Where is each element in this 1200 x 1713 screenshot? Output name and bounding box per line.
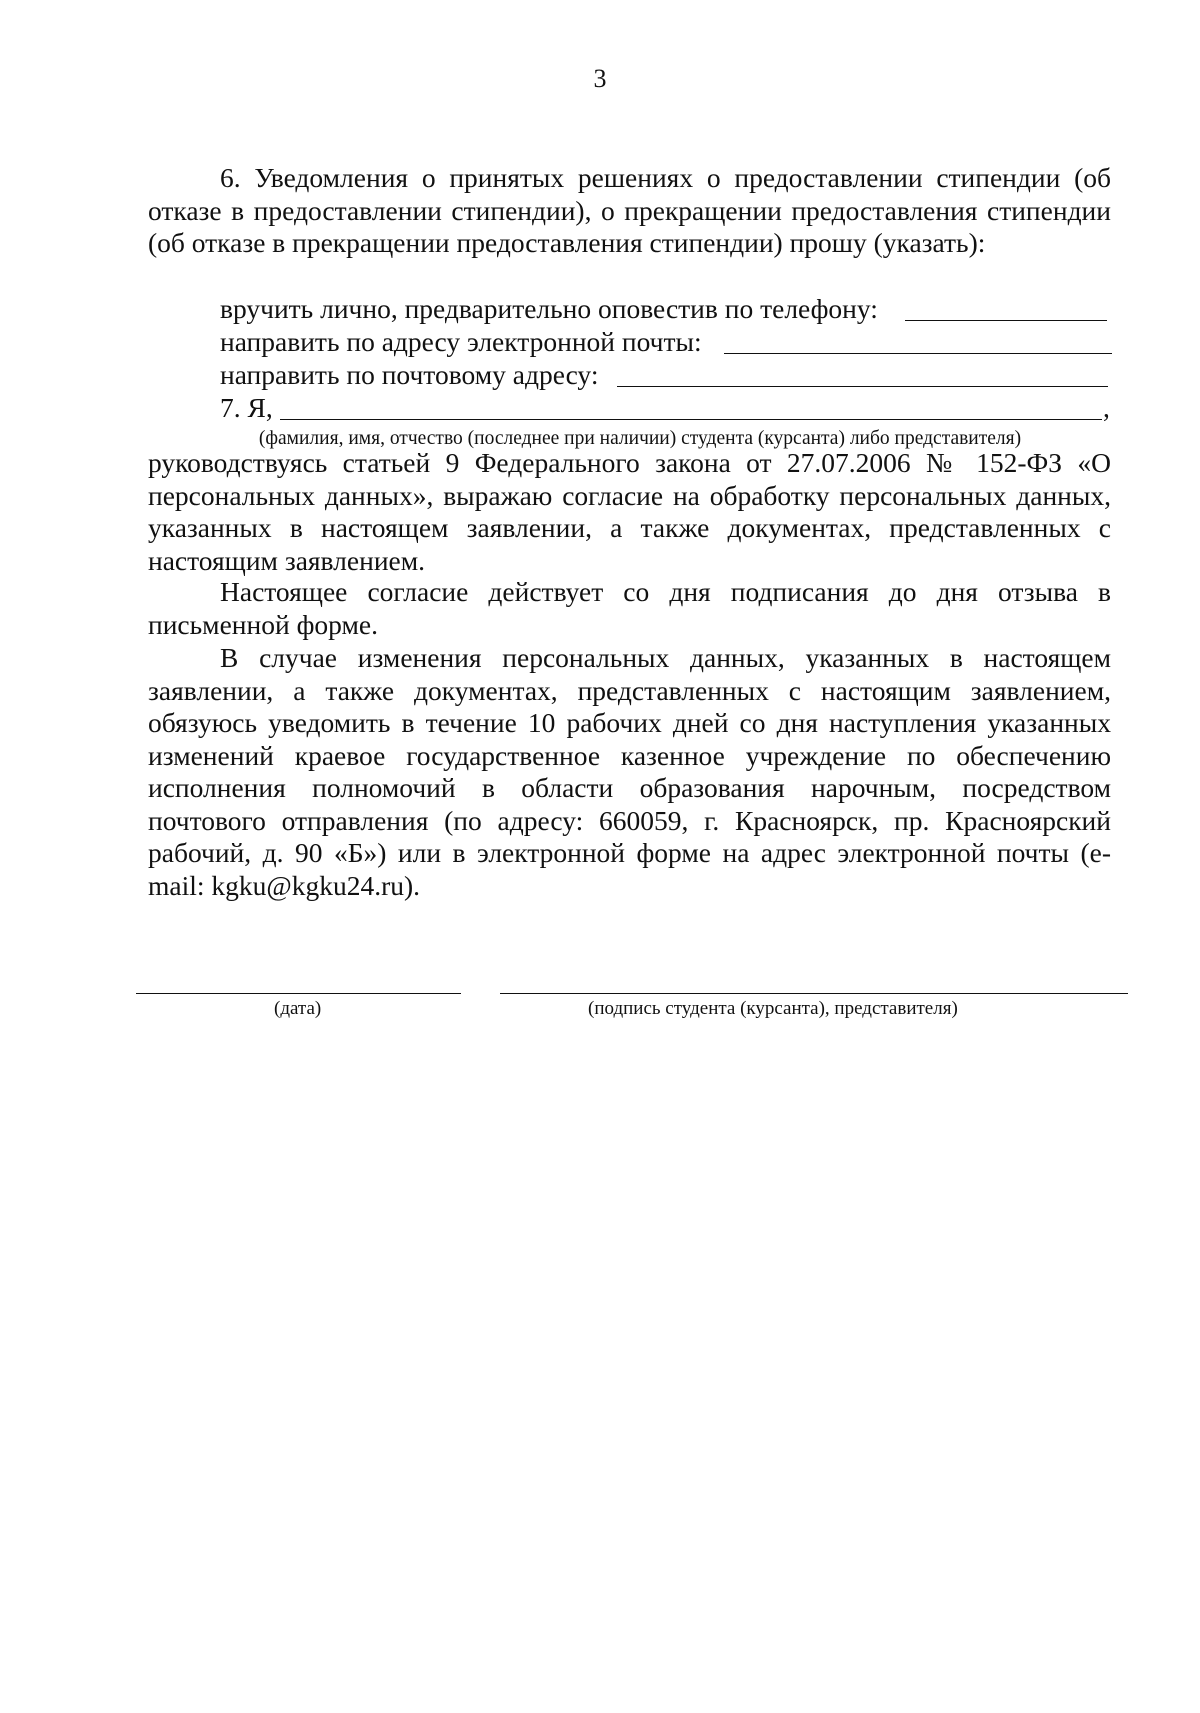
section-7-body: руководствуясь статьей 9 Федерального закона от 27.07.2006 № 152-ФЗ «О персональных данных», выражаю согласие на обработку персональных данных, указанных в настоящем заявлении, а также документах, представленных с настоящим заявлением. bbox=[148, 447, 1111, 576]
full-name-field[interactable] bbox=[280, 419, 1102, 420]
option-email-row bbox=[220, 325, 702, 358]
consent-duration-text: Настоящее согласие действует со дня подписания до дня отзыва в письменной форме. bbox=[148, 576, 1111, 640]
date-field[interactable] bbox=[136, 993, 461, 994]
option-post-row bbox=[220, 358, 598, 391]
change-notice-text: В случае изменения персональных данных, указанных в настоящем заявлении, а также документах, представленных с настоящим заявлением, обязуюсь уведомить в течение 10 рабочих дней со дня наступления указанных изменений краевое государственное казенное учреждение по обеспечению исполнения полномочий в области образования нарочным, посредством почтового отправления (по адресу: 660059, г. Красноярск, пр. Красноярский рабочий, д. 90 «Б») или в электронной форме на адрес электронной почты (e-mail: kgku@kgku24.ru). bbox=[148, 642, 1111, 901]
date-caption: (дата) bbox=[274, 998, 322, 1019]
signature-caption: (подпись студента (курсанта), представителя) bbox=[588, 998, 958, 1019]
section-7-comma: , bbox=[1103, 392, 1110, 423]
option-post-label: направить по почтовому адресу: bbox=[220, 359, 599, 390]
signature-field[interactable] bbox=[500, 993, 1128, 994]
email-field[interactable] bbox=[724, 353, 1112, 354]
option-personal-row bbox=[220, 292, 878, 325]
section-6-text: 6. Уведомления о принятых решениях о предоставлении стипендии (об отказе в предоставлении стипендии), о прекращении предоставления стипендии (об отказе в прекращении предоставления стипендии) прошу (указать): bbox=[148, 162, 1111, 258]
phone-field[interactable] bbox=[905, 320, 1107, 321]
postal-address-field[interactable] bbox=[617, 386, 1108, 387]
section-7-comma-row bbox=[1103, 391, 1110, 424]
section-7-lead: 7. Я, bbox=[220, 392, 273, 423]
option-personal-label: вручить лично, предварительно оповестив по телефону: bbox=[220, 293, 878, 324]
page-number: 3 bbox=[593, 64, 607, 93]
option-email-label: направить по адресу электронной почты: bbox=[220, 326, 702, 357]
full-name-caption: (фамилия, имя, отчество (последнее при наличии) студента (курсанта) либо представителя) bbox=[258, 428, 1022, 449]
section-7-lead-row bbox=[220, 391, 273, 424]
